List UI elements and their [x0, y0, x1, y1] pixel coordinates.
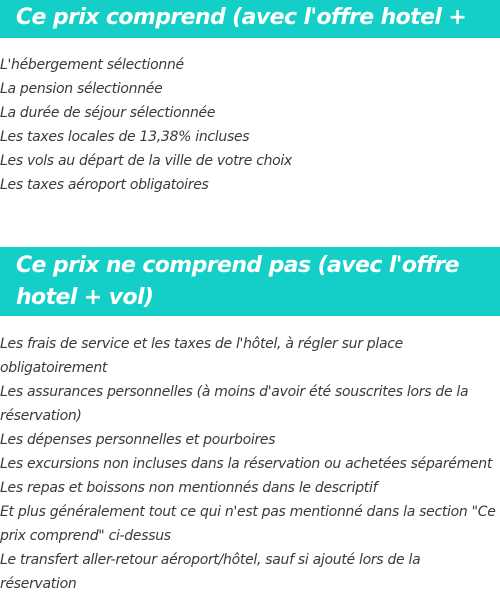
list-item: La pension sélectionnée — [0, 81, 163, 97]
list-item: L'hébergement sélectionné — [0, 57, 184, 73]
list-item: Les excursions non incluses dans la réservation ou achetées séparément — [0, 456, 493, 472]
list-item: Les taxes aéroport obligatoires — [0, 177, 209, 193]
list-item: Et plus généralement tout ce qui n'est pas mentionné dans la section "Ce prix comprend" ci-dessus — [0, 504, 496, 544]
list-item: La durée de séjour sélectionnée — [0, 105, 216, 121]
list-item: Les assurances personnelles (à moins d'avoir été souscrites lors de la réservation) — [0, 384, 469, 424]
includes-list — [0, 53, 500, 197]
list-item: Le transfert aller-retour aéroport/hôtel, sauf si ajouté lors de la réservation — [0, 552, 421, 592]
list-item: Les taxes locales de 13,38% incluses — [0, 129, 250, 145]
list-item: Les repas et boissons non mentionnés dans le descriptif — [0, 480, 378, 496]
list-item: Les frais de service et les taxes de l'hôtel, à régler sur place obligatoirement — [0, 336, 403, 376]
excludes-section-title: Ce prix ne comprend pas (avec l'offre hotel + vol) — [0, 247, 500, 316]
list-item: Les vols au départ de la ville de votre choix — [0, 153, 293, 169]
excludes-list — [0, 332, 500, 596]
includes-section-title: Ce prix comprend (avec l'offre hotel + vol) — [0, 0, 500, 38]
list-item: Les dépenses personnelles et pourboires — [0, 432, 276, 448]
